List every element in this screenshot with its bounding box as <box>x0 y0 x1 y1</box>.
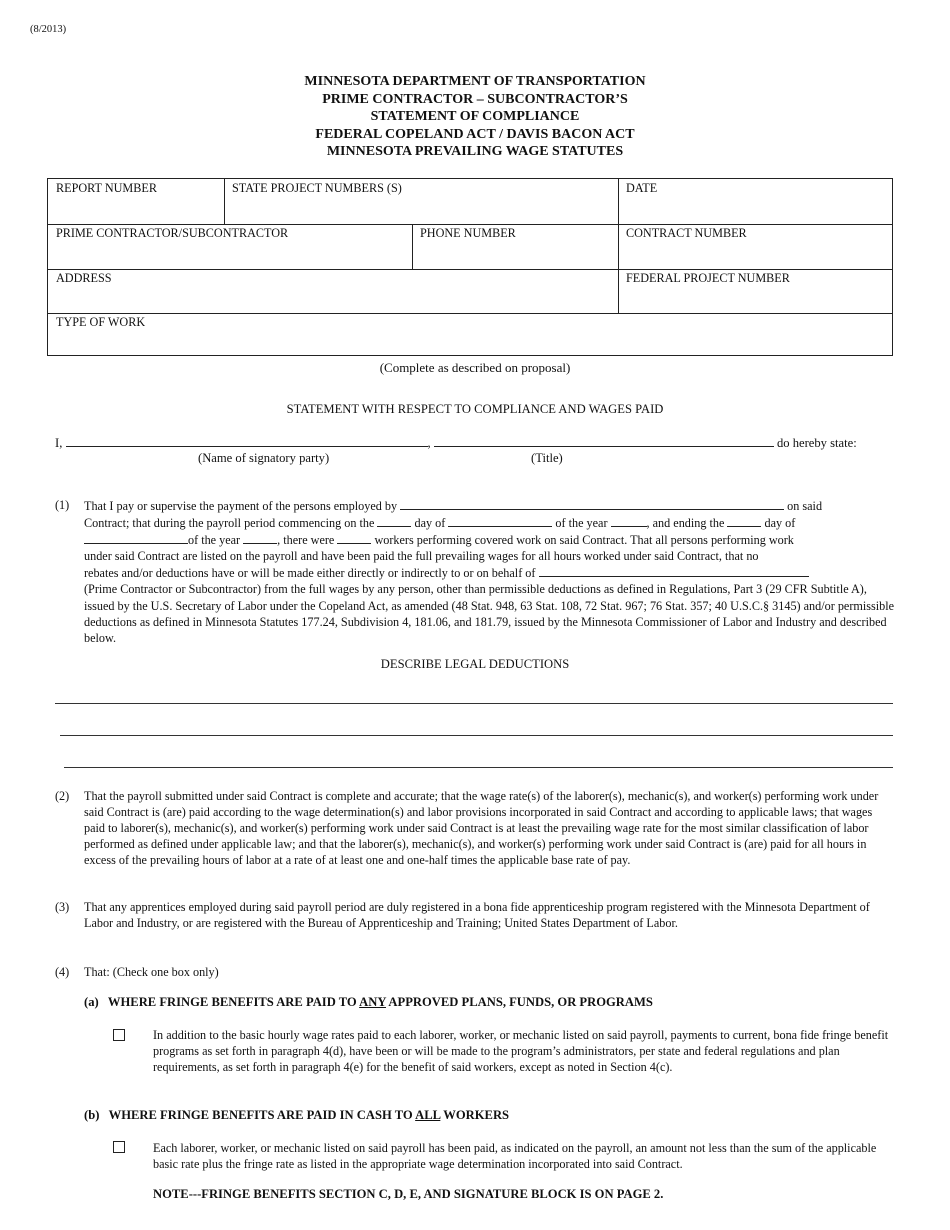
paragraph-1-number: (1) <box>55 498 70 512</box>
employer-name-input[interactable] <box>400 497 784 510</box>
option-b-heading-emphasis: ALL <box>415 1108 441 1122</box>
option-b-checkbox[interactable] <box>113 1141 125 1153</box>
address-label: ADDRESS <box>56 271 112 285</box>
prime-contractor-label: PRIME CONTRACTOR/SUBCONTRACTOR <box>56 226 289 240</box>
phone-number-field[interactable] <box>412 224 618 269</box>
paragraph-2-text: That the payroll submitted under said Contract is complete and accurate; that the wage rate(s) of the laborer(s), mechanic(s), and worker(s) performing work under said Contract is (are) paid according to the wage determination(s) and labor provisions incorporated in said Contract and according to applicable laws; that wages paid to laborer(s), mechanic(s), and worker(s) performing work under said Contract is at least the prevailing wage rate for the most similar classification of labor performed as defined under applicable law; and that the laborer(s), mechanic(s), and worker(s) performing work under said Contract is (are) paid for all hours in excess of the prevailing hours of labor at a rate of at least one and one-half times the applicable base rate of pay. <box>84 789 879 868</box>
federal-project-number-field[interactable] <box>618 269 892 313</box>
paragraph-4 <box>55 964 895 980</box>
p1-line3c: workers performing covered work on said Contract. That all persons performing work <box>374 533 794 548</box>
p1-line3a: of the year <box>188 533 241 548</box>
contract-number-label: CONTRACT NUMBER <box>626 226 747 240</box>
start-year-input[interactable] <box>611 514 647 527</box>
signatory-title-input[interactable] <box>434 434 774 447</box>
page-2-note: NOTE---FRINGE BENEFITS SECTION C, D, E, AND SIGNATURE BLOCK IS ON PAGE 2. <box>153 1187 664 1201</box>
paragraph-4-number: (4) <box>55 965 70 979</box>
address-field[interactable] <box>48 269 618 313</box>
contract-number-field[interactable] <box>618 224 892 269</box>
option-b-heading <box>84 1108 509 1123</box>
paragraph-3-text: That any apprentices employed during said payroll period are duly registered in a bona fide apprenticeship program registered with the Minnesota Department of Labor and Industry, or are registered with the Bureau of Apprenticeship and Training; United States Department of Labor. <box>84 900 870 931</box>
title-line-3: STATEMENT OF COMPLIANCE <box>370 109 580 124</box>
federal-project-number-label: FEDERAL PROJECT NUMBER <box>626 271 790 285</box>
title-line-2: PRIME CONTRACTOR – SUBCONTRACTOR’S <box>322 91 628 107</box>
p1-line2d: , and ending the <box>646 516 725 531</box>
option-b-heading-pre: (b) WHERE FRINGE BENEFITS ARE PAID IN CASH TO <box>84 1108 416 1122</box>
type-of-work-label: TYPE OF WORK <box>56 315 146 329</box>
proposal-note: (Complete as described on proposal) <box>379 360 571 375</box>
p1-line3b: , there were <box>277 533 335 548</box>
signatory-prefix: I, <box>55 436 63 450</box>
end-day-input[interactable] <box>727 514 761 527</box>
option-a-heading-post: APPROVED PLANS, FUNDS, OR PROGRAMS <box>385 995 653 1009</box>
option-a-heading <box>84 995 653 1010</box>
behalf-of-input[interactable] <box>539 564 809 577</box>
signatory-comma: , <box>427 436 431 450</box>
signatory-name-input[interactable] <box>66 434 428 447</box>
paragraph-2-number: (2) <box>55 789 70 803</box>
p1-line1b: on said <box>787 499 823 513</box>
p1-line4: under said Contract are listed on the payroll and have been paid the full prevailing wages for all hours worked under said Contract, that no <box>84 549 759 564</box>
statement-heading: STATEMENT WITH RESPECT TO COMPLIANCE AND WAGES PAID <box>286 402 664 416</box>
option-a-heading-emphasis: ANY <box>359 995 386 1009</box>
end-month-input[interactable] <box>84 531 188 544</box>
deductions-line-3[interactable] <box>64 767 893 768</box>
option-a-checkbox[interactable] <box>113 1029 125 1041</box>
p1-line1a: That I pay or supervise the payment of the persons employed by <box>84 499 398 513</box>
worker-count-input[interactable] <box>337 531 371 544</box>
report-number-label: REPORT NUMBER <box>56 181 157 195</box>
end-year-input[interactable] <box>243 531 277 544</box>
paragraph-4-text: That: (Check one box only) <box>84 965 219 979</box>
report-number-field[interactable] <box>48 179 224 224</box>
paragraph-3-number: (3) <box>55 900 70 914</box>
deductions-line-2[interactable] <box>60 735 893 736</box>
form-revision: (8/2013) <box>30 24 67 35</box>
option-b-heading-post: WORKERS <box>440 1108 510 1122</box>
option-b-text: Each laborer, worker, or mechanic listed on said payroll has been paid, as indicated on the payroll, an amount not less than the sum of the applicable basic rate plus the fringe rate as listed in the appropriate wage determination incorporated into said Contract. <box>153 1141 877 1172</box>
paragraph-1 <box>55 497 895 646</box>
header-field-grid <box>47 178 893 356</box>
state-project-numbers-field[interactable] <box>224 179 618 224</box>
prime-contractor-field[interactable] <box>48 224 412 269</box>
signatory-line <box>55 434 885 451</box>
describe-legal-deductions-label: DESCRIBE LEGAL DEDUCTIONS <box>380 657 570 671</box>
type-of-work-field[interactable] <box>48 313 892 355</box>
title-line-1: MINNESOTA DEPARTMENT OF TRANSPORTATION <box>304 74 646 89</box>
paragraph-3 <box>55 899 895 931</box>
signatory-name-caption: (Name of signatory party) <box>198 451 330 465</box>
p1-rest: (Prime Contractor or Subcontractor) from the full wages by any person, other than permissible deductions as defined in Regulations, Part 3 (29 CFR Subtitle A), issued by the U.S. Secretary of Labor under the Copeland Act, as amended (48 Stat. 948, 63 Stat. 108, 72 Stat. 967; 76 Stat. 357; 40 U.S.C.§ 3145) and/or permissible deductions as defined in Minnesota Statutes 177.24, Subdivision 4, 181.06, and 181.79, issued by the Minnesota Commissioner of Labor and Industry and described below. <box>84 582 895 645</box>
p1-line5: rebates and/or deductions have or will be made either directly or indirectly to or on behalf of <box>84 566 536 581</box>
paragraph-2 <box>55 788 895 868</box>
option-a-heading-pre: (a) WHERE FRINGE BENEFITS ARE PAID TO <box>84 995 360 1009</box>
state-project-numbers-label: STATE PROJECT NUMBERS (S) <box>232 181 402 195</box>
signatory-suffix: do hereby state: <box>776 436 857 450</box>
p1-line2c: of the year <box>555 516 608 531</box>
phone-number-label: PHONE NUMBER <box>420 226 516 240</box>
p1-line2e: day of <box>764 516 796 531</box>
title-line-4: FEDERAL COPELAND ACT / DAVIS BACON ACT <box>315 126 635 142</box>
p1-line2a: Contract; that during the payroll period commencing on the <box>84 516 375 531</box>
signatory-title-caption: (Title) <box>531 451 563 465</box>
date-field[interactable] <box>618 179 892 224</box>
p1-line2b: day of <box>414 516 446 531</box>
option-a-text: In addition to the basic hourly wage rates paid to each laborer, worker, or mechanic listed on said payroll, payments to current, bona fide fringe benefit programs as set forth in paragraph 4(d), have been or will be made to the program’s administrators, per state and federal regulations and plan requirements, as set forth in paragraph 4(e) for the benefit of said workers, except as noted in Section 4(c). <box>153 1028 889 1075</box>
title-line-5: MINNESOTA PREVAILING WAGE STATUTES <box>326 144 624 159</box>
start-day-input[interactable] <box>377 514 411 527</box>
date-label: DATE <box>626 181 658 195</box>
form-title <box>0 73 950 161</box>
start-month-input[interactable] <box>448 514 552 527</box>
deductions-line-1[interactable] <box>55 703 893 704</box>
